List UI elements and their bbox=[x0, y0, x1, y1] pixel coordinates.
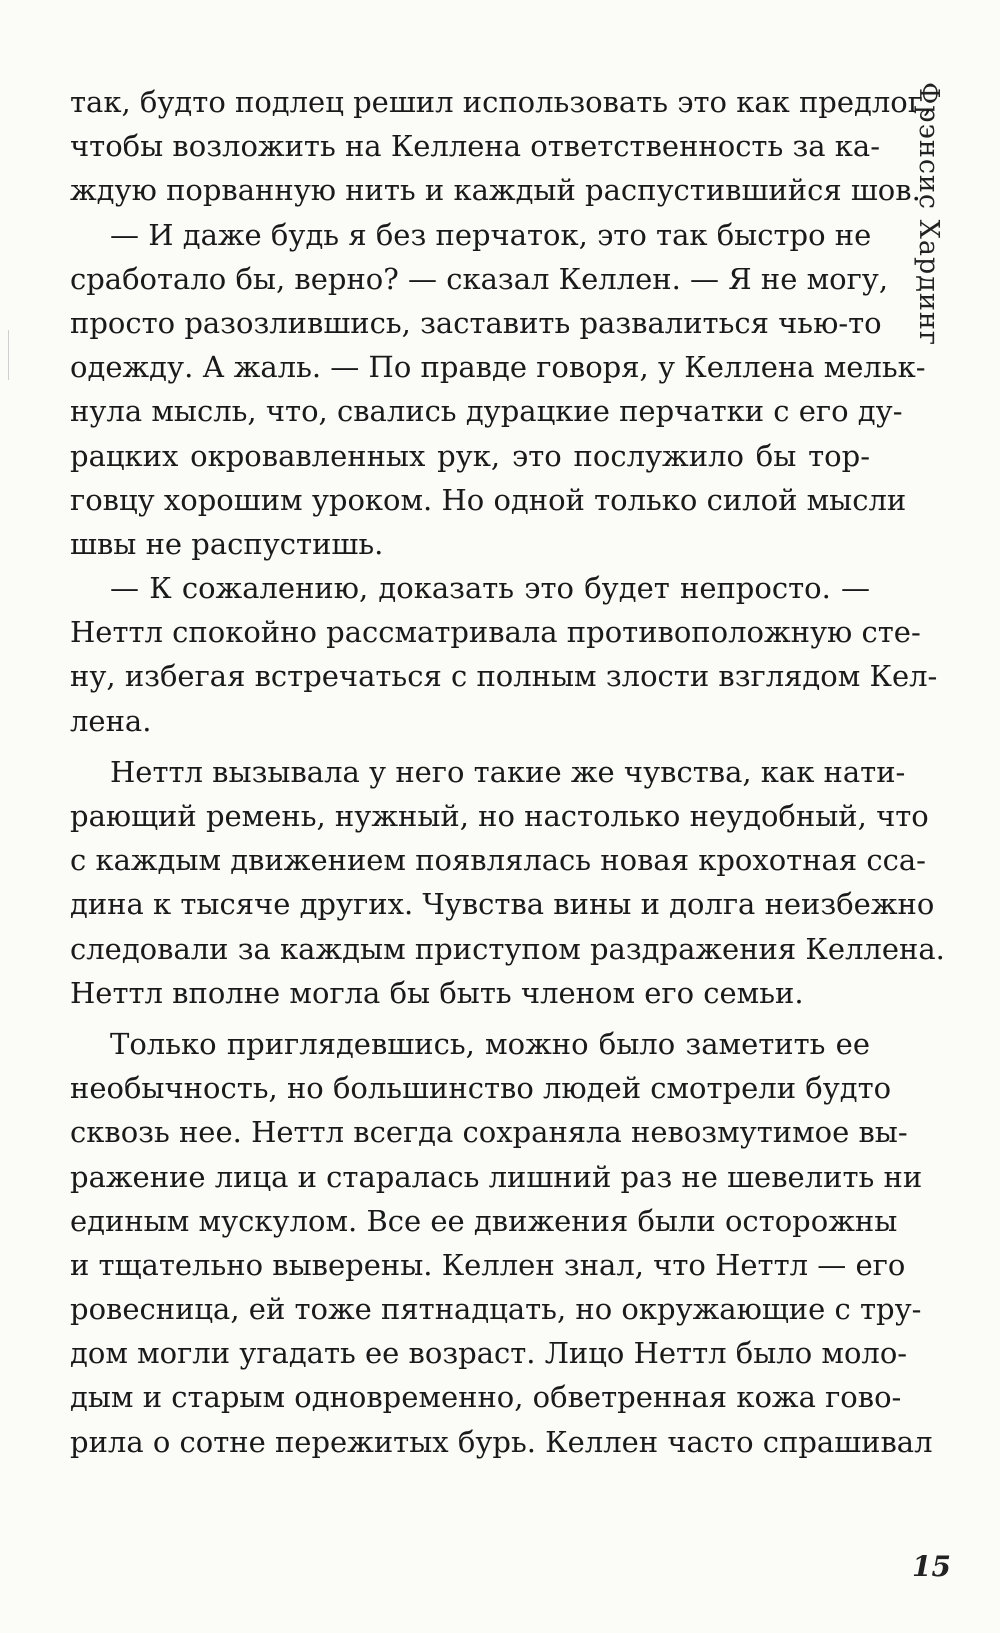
text-line: ждую порванную нить и каждый распустившийся шов. bbox=[70, 173, 921, 208]
text-line: Неттл вполне могла бы быть членом его семьи. bbox=[70, 975, 804, 1010]
text-line: чтобы возложить на Келлена ответственность за ка- bbox=[70, 129, 881, 164]
text-line: дом могли угадать ее возраст. Лицо Неттл было моло- bbox=[70, 1336, 908, 1371]
text-line: — И даже будь я без перчаток, это так быстро не bbox=[110, 217, 872, 252]
page-number: 15 bbox=[912, 1550, 951, 1583]
text-line: сработало бы, верно? — сказал Келлен. — Я не могу, bbox=[70, 261, 889, 296]
text-line: и тщательно выверены. Келлен знал, что Неттл — его bbox=[70, 1247, 906, 1282]
text-line: говцу хорошим уроком. Но одной только силой мысли bbox=[70, 482, 907, 517]
text-line: — К сожалению, доказать это будет непросто. — bbox=[110, 571, 870, 606]
paragraph bbox=[70, 1022, 933, 1464]
text-line: необычность, но большинство людей смотрели будто bbox=[70, 1071, 892, 1106]
paragraph-gap bbox=[70, 743, 870, 750]
text-line: одежду. А жаль. — По правде говоря, у Келлена мельк- bbox=[70, 350, 926, 385]
text-line: сквозь нее. Неттл всегда сохраняла невозмутимое вы- bbox=[70, 1115, 908, 1150]
text-line: дым и старым одновременно, обветренная кожа гово- bbox=[70, 1380, 902, 1415]
text-line: с каждым движением появлялась новая крохотная сса- bbox=[70, 843, 926, 878]
text-line: так, будто подлец решил использовать это как предлог, bbox=[70, 85, 933, 119]
text-line: дина к тысяче других. Чувства вины и долга неизбежно bbox=[70, 887, 935, 922]
text-line: ровесница, ей тоже пятнадцать, но окружающие с тру- bbox=[70, 1292, 922, 1327]
text-line: следовали за каждым приступом раздражения Келлена. bbox=[70, 931, 945, 966]
margin-mark bbox=[8, 330, 9, 380]
text-line: рающий ремень, нужный, но настолько неудобный, что bbox=[70, 799, 929, 833]
text-line: единым мускулом. Все ее движения были осторожны bbox=[70, 1203, 898, 1238]
text-line: лена. bbox=[70, 703, 152, 738]
text-line: ражение лица и старалась лишний раз не шевелить ни bbox=[70, 1159, 923, 1194]
text-line: швы не распустишь. bbox=[70, 526, 384, 561]
text-line: просто разозлившись, заставить развалиться чью-то bbox=[70, 305, 882, 340]
paragraph bbox=[70, 566, 938, 743]
running-head-author: Фрэнсис Хардинг bbox=[913, 82, 944, 346]
text-line: ну, избегая встречаться с полным злости взглядом Кел- bbox=[70, 659, 938, 694]
paragraph bbox=[70, 213, 926, 567]
paragraph bbox=[70, 750, 945, 1015]
text-line: Неттл спокойно рассматривала противоположную сте- bbox=[70, 615, 921, 650]
text-line: Неттл вызывала у него такие же чувства, как нати- bbox=[110, 754, 906, 789]
paragraph-gap bbox=[70, 1015, 870, 1022]
text-line: рацких окровавленных рук, это послужило бы тор- bbox=[70, 438, 870, 473]
text-line: нула мысль, что, свались дурацкие перчатки с его ду- bbox=[70, 394, 903, 429]
paragraph bbox=[70, 80, 933, 213]
text-line: рила о сотне пережитых бурь. Келлен часто спрашивал bbox=[70, 1424, 933, 1459]
text-line: Только приглядевшись, можно было заметить ее bbox=[110, 1026, 870, 1061]
